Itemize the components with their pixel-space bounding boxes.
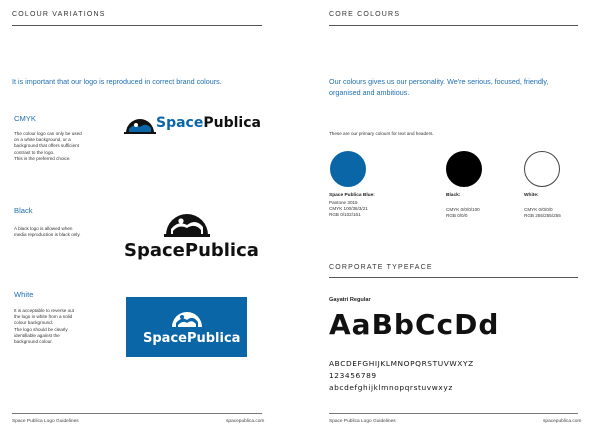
planet-dome-icon xyxy=(164,202,210,238)
typeface-sample-uppercase: ABCDEFGHIJKLMNOPQRSTUVWXYZ xyxy=(329,359,474,368)
footer-rule xyxy=(329,413,578,414)
cmyk-description: The colour logo can only be used on a white background, or a background that offers sufficient contrast to the logo. This is the preferred choice. xyxy=(14,131,82,161)
footer-rule xyxy=(12,413,262,414)
footer-url: spacepublica.com xyxy=(226,419,265,424)
planet-dome-icon xyxy=(170,303,204,329)
logo-word-space: Space xyxy=(143,331,187,346)
typeface-sample-large: AaBbCcDd xyxy=(329,308,500,341)
swatch-black-values: CMYK 0/0/0/100 RGB 0/0/0 xyxy=(446,207,480,218)
white-description: It is acceptable to reverse out the logo in white from a solid colour background. The logo should be clearly identifiable against the background colour. xyxy=(14,308,75,345)
core-colours-lead: Our colours gives us our personality. We're serious, focused, friendly, organised and ambitious. xyxy=(329,77,549,97)
section-title-core-colours: CORE COLOURS xyxy=(329,11,401,18)
footer-url: spacepublica.com xyxy=(543,419,582,424)
logo-black xyxy=(124,202,259,266)
typeface-sample-digits: 123456789 xyxy=(329,371,377,380)
section-rule xyxy=(329,277,578,278)
typeface-sample-lowercase: abcdefghijklmnopqrstuvwxyz xyxy=(329,383,453,392)
right-page xyxy=(300,0,600,436)
logo-word-publica: Publica xyxy=(184,240,259,261)
section-title-colour-variations: COLOUR VARIATIONS xyxy=(12,11,106,18)
logo-white-on-blue xyxy=(126,297,247,357)
section-rule xyxy=(12,25,262,26)
logo-word-space: Space xyxy=(156,115,204,131)
logo-word-publica: Publica xyxy=(186,331,241,346)
white-title: White xyxy=(14,290,34,299)
swatch-blue xyxy=(330,151,366,187)
colour-variations-lead: It is important that our logo is reproduced in correct brand colours. xyxy=(12,77,222,86)
swatch-white-name: White: xyxy=(524,193,539,198)
swatch-white-values: CMYK 0/0/0/0 RGB 255/255/255 xyxy=(524,207,561,218)
typeface-name: Gayatri Regular xyxy=(329,297,371,303)
logo-cmyk xyxy=(124,110,261,140)
footer-left-text: Space Publica Logo Guidelines xyxy=(329,419,396,424)
core-colours-intro: These are our primary colours for text and headers. xyxy=(329,131,434,136)
footer-left-text: Space Publica Logo Guidelines xyxy=(12,419,79,424)
swatch-blue-values: Pantone 3015 CMYK 100/36/3/21 RGB 0/102/161 xyxy=(329,200,368,217)
section-title-corporate-typeface: CORPORATE TYPEFACE xyxy=(329,264,433,271)
logo-word-space: Space xyxy=(124,240,185,261)
black-description: A black logo is allowed when media reproduction is black only. xyxy=(14,226,81,238)
cmyk-title: CMYK xyxy=(14,114,36,123)
swatch-blue-name: Space Publica Blue: xyxy=(329,193,375,198)
logo-word-publica: Publica xyxy=(203,115,261,131)
planet-dome-icon xyxy=(124,113,156,135)
swatch-black xyxy=(446,151,482,187)
black-title: Black xyxy=(14,206,33,215)
swatch-black-name: Black: xyxy=(446,193,461,198)
swatch-white xyxy=(524,151,560,187)
section-rule xyxy=(329,25,578,26)
